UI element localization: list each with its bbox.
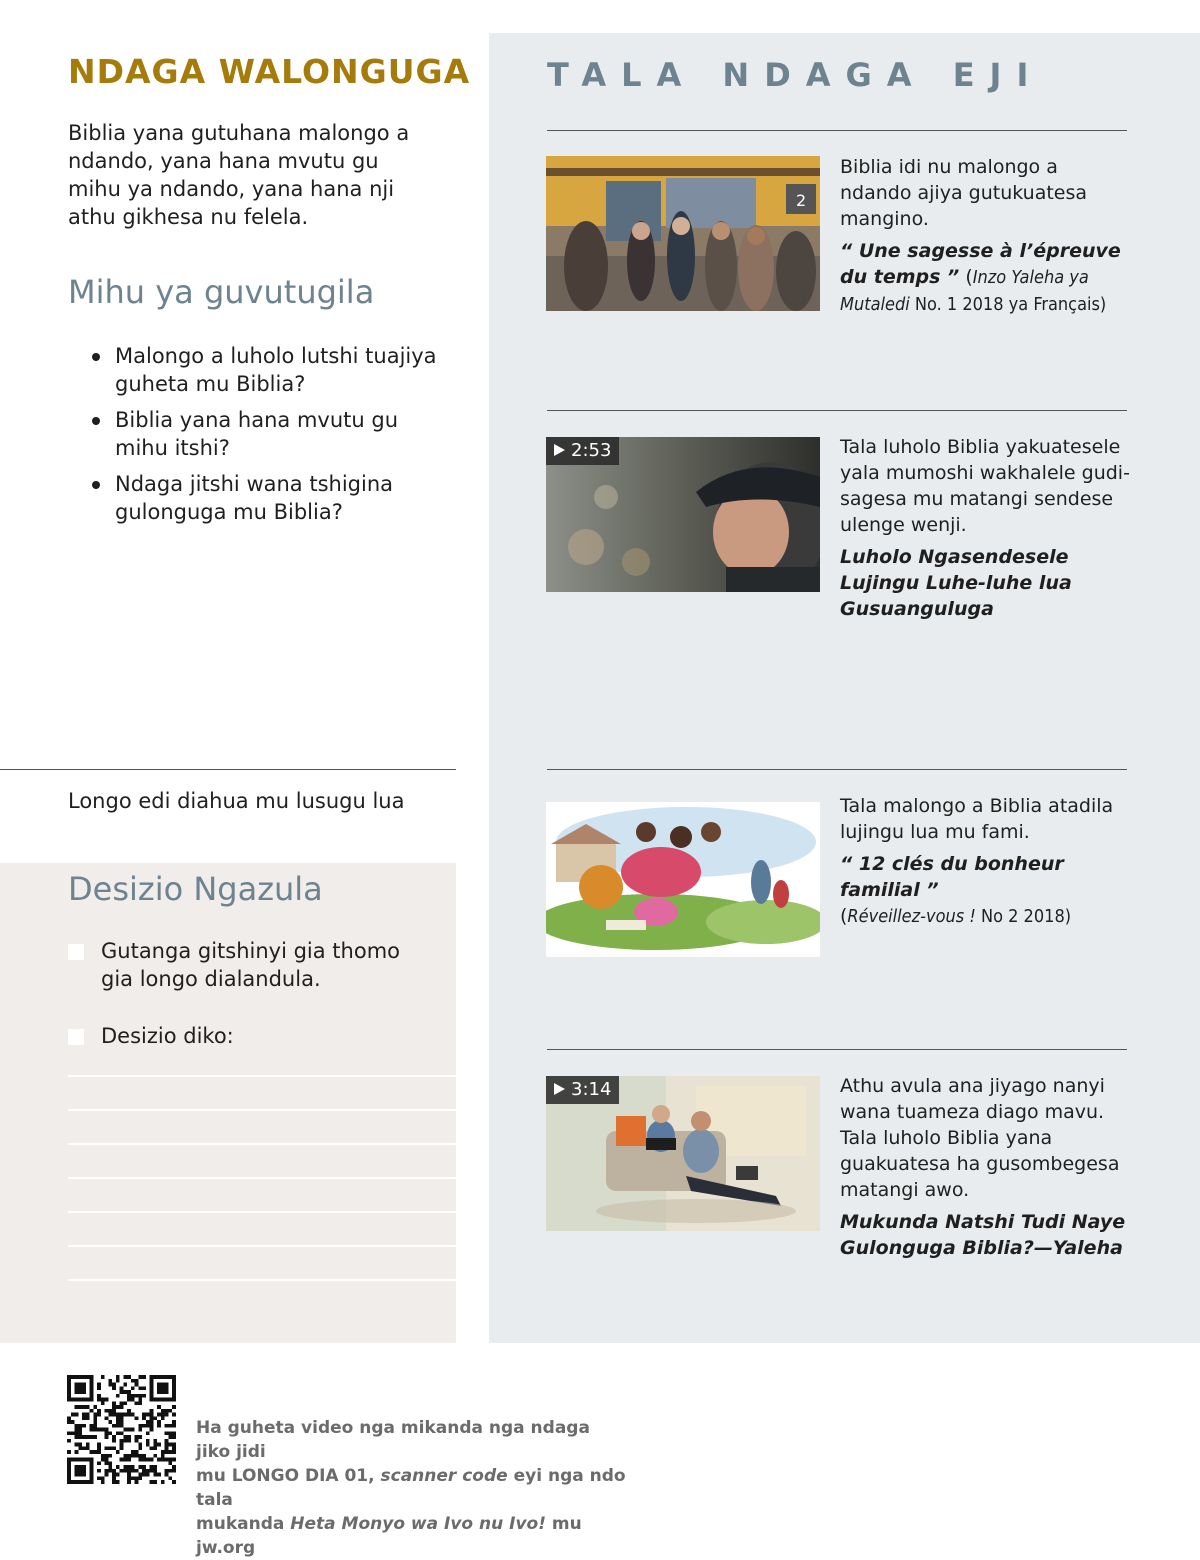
writing-line[interactable] xyxy=(68,1177,456,1179)
article-thumbnail[interactable] xyxy=(546,802,820,957)
resource-description: Tala malongo a Biblia atadila lujingu lua mu fami. “ 12 clés du bonheur familial ” (Réveillez-vous ! No 2 2018) xyxy=(840,795,1114,927)
qr-code-icon[interactable] xyxy=(67,1375,176,1484)
divider xyxy=(0,769,456,770)
bullet-icon xyxy=(92,353,100,361)
article-thumbnail[interactable] xyxy=(546,156,820,311)
resources-heading: TALA NDAGA EJI xyxy=(547,56,1044,94)
video-thumbnail[interactable] xyxy=(546,1076,820,1231)
bullet-icon xyxy=(92,417,100,425)
divider xyxy=(547,130,1127,131)
family-illustration-image xyxy=(546,802,820,957)
intro-paragraph: Biblia yana gutuhana malongo a ndando, yana hana mvutu gu mihu ya ndando, yana hana nji athu gikhesa nu felela. xyxy=(68,121,410,229)
play-icon xyxy=(554,444,565,456)
resource-title-link[interactable]: “ 12 clés du bonheur familial ” xyxy=(840,853,1064,901)
play-icon xyxy=(554,1083,565,1095)
question-item: Ndaga jitshi wana tshigina gulonguga mu Biblia? xyxy=(90,470,450,526)
resource-description: Tala luholo Biblia yakuatesele yala mumoshi wakhalele gudi-sagesa mu matangi sendese ulenge wenji. Luholo Ngasendesele Lujingu Luhe-luhe lua Gusuanguluga xyxy=(840,436,1130,620)
writing-line[interactable] xyxy=(68,1075,456,1077)
checkbox[interactable] xyxy=(68,1029,84,1045)
question-item: Biblia yana hana mvutu gu mihu itshi? xyxy=(90,406,450,462)
questions-list xyxy=(90,342,450,534)
decision-heading: Desizio Ngazula xyxy=(68,870,323,908)
question-item: Malongo a luholo lutshi tuajiya guheta mu Biblia? xyxy=(90,342,450,398)
divider xyxy=(547,1049,1127,1050)
resource-title-link[interactable]: Luholo Ngasendesele Lujingu Luhe-luhe lua Gusuanguluga xyxy=(840,546,1072,620)
writing-line[interactable] xyxy=(68,1245,456,1247)
train-station-image xyxy=(546,156,820,311)
writing-line[interactable] xyxy=(68,1279,456,1281)
resource-description: Biblia idi nu malongo a ndando ajiya gutukuatesa mangino. “ Une sagesse à l’épreuve du temps ” (Inzo Yaleha ya Mutaledi No. 1 2018 ya Français) xyxy=(840,156,1121,315)
decision-option[interactable]: Gutanga gitshinyi gia thomo gia longo dialandula. xyxy=(68,937,438,993)
writing-line[interactable] xyxy=(68,1211,456,1213)
decision-option[interactable]: Desizio diko: xyxy=(68,1022,438,1050)
bullet-icon xyxy=(92,481,100,489)
writing-line[interactable] xyxy=(68,1109,456,1111)
video-duration: 3:14 xyxy=(546,1076,619,1104)
lesson-date-line: Longo edi diahua mu lusugu lua xyxy=(68,789,405,813)
divider xyxy=(547,410,1127,411)
footer-note: Ha guheta video nga mikanda nga ndaga jiko jidi mu LONGO DIA 01, scanner code eyi nga ndo tala mukanda Heta Monyo wa Ivo nu Ivo! mu jw.org xyxy=(196,1418,626,1558)
svg-text:2: 2 xyxy=(796,191,807,210)
decision-box xyxy=(0,863,456,1343)
checkbox[interactable] xyxy=(68,944,84,960)
writing-line[interactable] xyxy=(68,1143,456,1145)
divider xyxy=(547,769,1127,770)
resource-description: Athu avula ana jiyago nanyi wana tuameza diago mavu. Tala luholo Biblia yana guakuatesa ha gusombegesa matangi awo. Mukunda Natshi Tudi Naye Gulonguga Biblia?—Yaleha xyxy=(840,1073,1130,1261)
questions-heading: Mihu ya guvutugila xyxy=(68,273,375,311)
video-duration: 2:53 xyxy=(546,437,619,465)
video-thumbnail[interactable] xyxy=(546,437,820,592)
resource-title-link[interactable]: Mukunda Natshi Tudi Naye Gulonguga Biblia?—Yaleha xyxy=(840,1211,1126,1259)
resource-title-link[interactable]: “ Une sagesse à l’épreuve du temps ” xyxy=(840,240,1121,288)
page-title: NDAGA WALONGUGA xyxy=(68,52,471,91)
